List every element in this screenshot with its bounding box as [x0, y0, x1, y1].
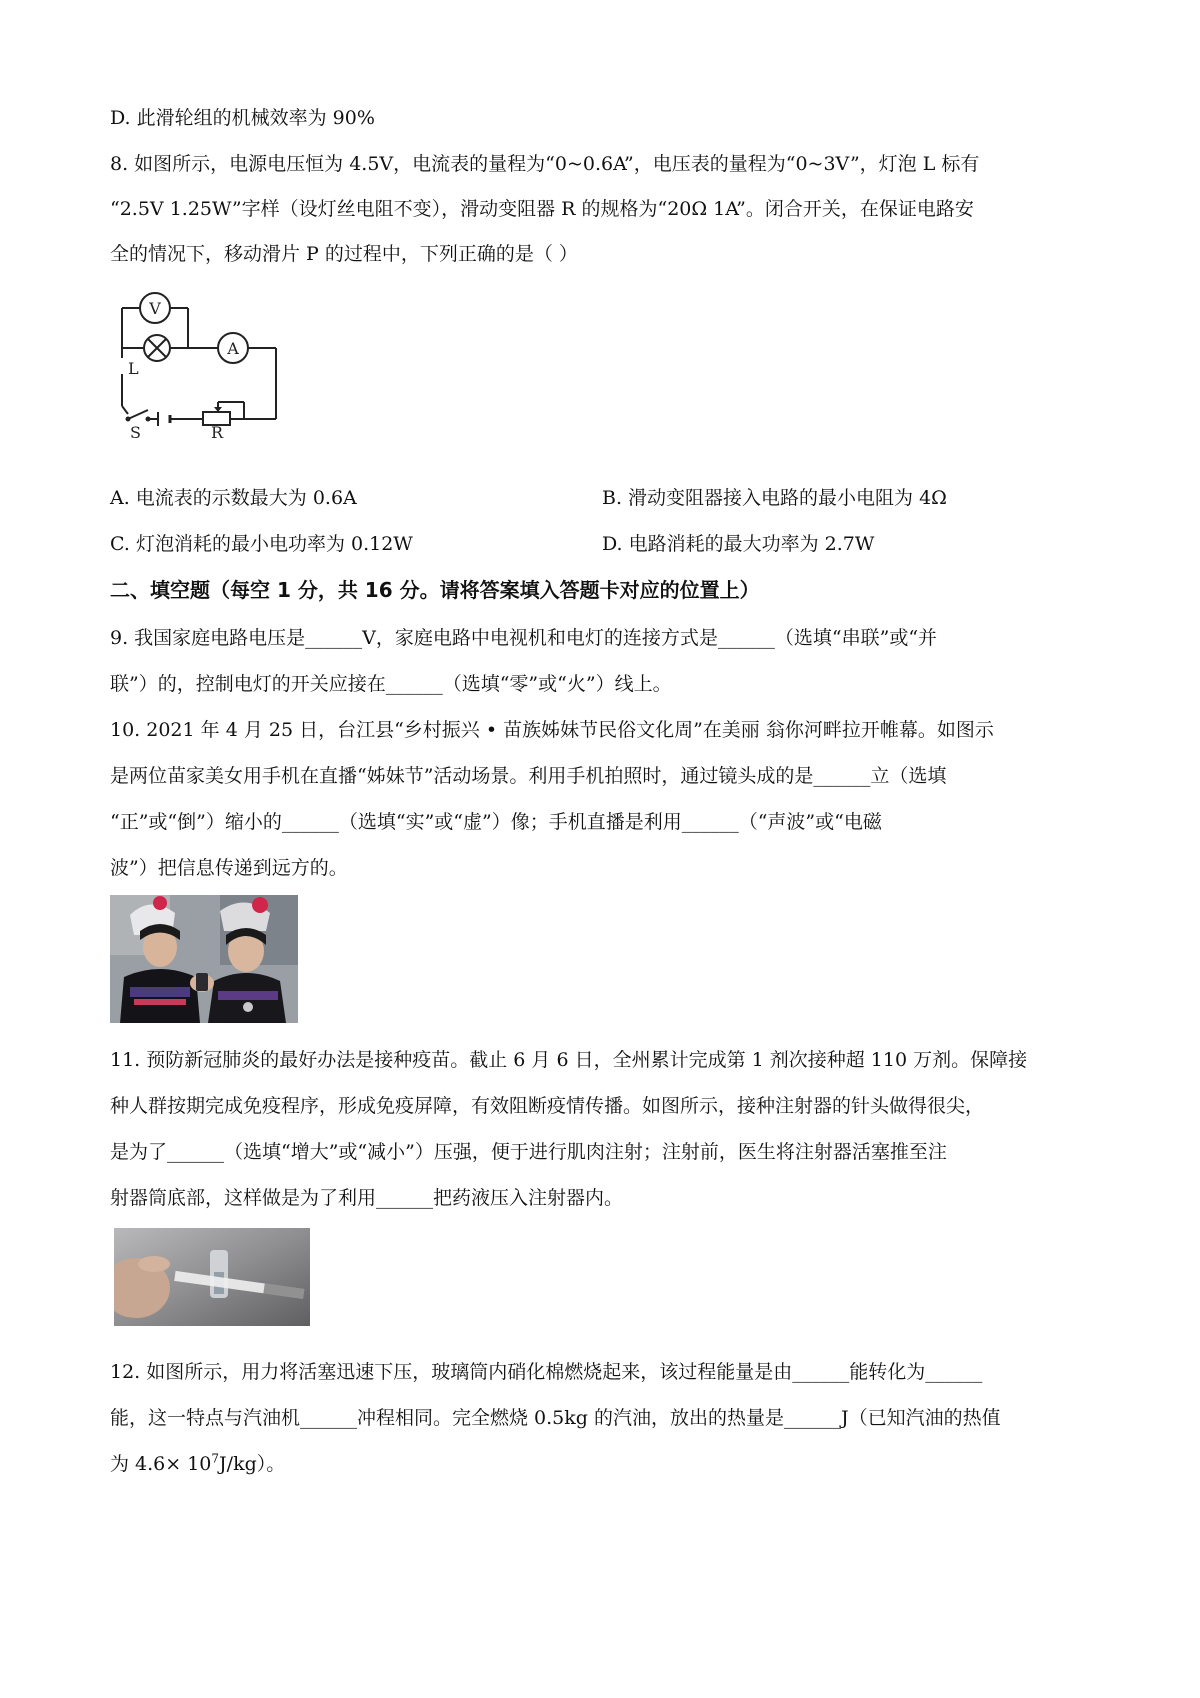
q12-line-3-pre: 为 4.6× 10 — [110, 1453, 212, 1475]
lamp-label: L — [128, 359, 139, 378]
q8-option-a: A. 电流表的示数最大为 0.6A — [110, 487, 357, 509]
q9-line-1: 9. 我国家庭电路电压是______V，家庭电路中电视机和电灯的连接方式是______（选填“串联”或“并 — [110, 627, 938, 649]
rheostat-label: R — [211, 423, 224, 438]
q7-option-d: D. 此滑轮组的机械效率为 90% — [110, 107, 375, 129]
q8-stem-line-3: 全的情况下，移动滑片 P 的过程中，下列正确的是（ ） — [110, 243, 578, 265]
q11-line-3: 是为了______（选填“增大”或“减小”）压强，便于进行肌肉注射；注射前，医生将注射器活塞推至注 — [110, 1141, 947, 1163]
q10-line-2: 是两位苗家美女用手机在直播“姊妹节”活动场景。利用手机拍照时，通过镜头成的是______立（选填 — [110, 765, 947, 787]
q11-line-1: 11. 预防新冠肺炎的最好办法是接种疫苗。截止 6 月 6 日，全州累计完成第 1 剂次接种超 110 万剂。保障接 — [110, 1049, 1028, 1071]
q10-line-1: 10. 2021 年 4 月 25 日，台江县“乡村振兴 • 苗族姊妹节民俗文化周”在美丽 翁你河畔拉开帷幕。如图示 — [110, 719, 994, 741]
q8-option-c: C. 灯泡消耗的最小电功率为 0.12W — [110, 533, 413, 555]
section-2-heading: 二、填空题（每空 1 分，共 16 分。请将答案填入答题卡对应的位置上） — [110, 578, 760, 602]
q12-line-2: 能，这一特点与汽油机______冲程相同。完全燃烧 0.5kg 的汽油，放出的热量是______J（已知汽油的热值 — [110, 1407, 1001, 1429]
q8-option-b: B. 滑动变阻器接入电路的最小电阻为 4Ω — [602, 487, 947, 509]
q12-line-1: 12. 如图所示，用力将活塞迅速下压，玻璃筒内硝化棉燃烧起来，该过程能量是由______能转化为______ — [110, 1361, 983, 1383]
q11-line-2: 种人群按期完成免疫程序，形成免疫屏障，有效阻断疫情传播。如图所示，接种注射器的针头做得很尖， — [110, 1095, 985, 1117]
q12-line-3-post: J/kg）。 — [219, 1453, 286, 1475]
q8-option-d: D. 电路消耗的最大功率为 2.7W — [602, 533, 875, 555]
syringe-photo — [114, 1228, 310, 1326]
q12-line-3 — [110, 1450, 285, 1478]
q8-stem-line-1: 8. 如图所示，电源电压恒为 4.5V，电流表的量程为“0~0.6A”，电压表的量程为“0~3V”，灯泡 L 标有 — [110, 153, 980, 175]
q10-line-3: “正”或“倒”）缩小的______（选填“实”或“虚”）像；手机直播是利用______（“声波”或“电磁 — [110, 811, 882, 833]
q8-stem-line-2: “2.5V 1.25W”字样（设灯丝电阻不变），滑动变阻器 R 的规格为“20Ω 1A”。闭合开关，在保证电路安 — [110, 198, 974, 220]
switch-label: S — [130, 423, 141, 438]
q11-line-4: 射器筒底部，这样做是为了利用______把药液压入注射器内。 — [110, 1187, 624, 1209]
circuit-diagram — [118, 288, 318, 438]
q12-exponent: 7 — [211, 1451, 220, 1466]
miao-women-photo — [110, 895, 298, 1023]
voltmeter-label: V — [149, 299, 161, 318]
ammeter-label: A — [227, 339, 239, 358]
q10-line-4: 波”）把信息传递到远方的。 — [110, 857, 348, 879]
q9-line-2: 联”）的，控制电灯的开关应接在______（选填“零”或“火”）线上。 — [110, 673, 672, 695]
